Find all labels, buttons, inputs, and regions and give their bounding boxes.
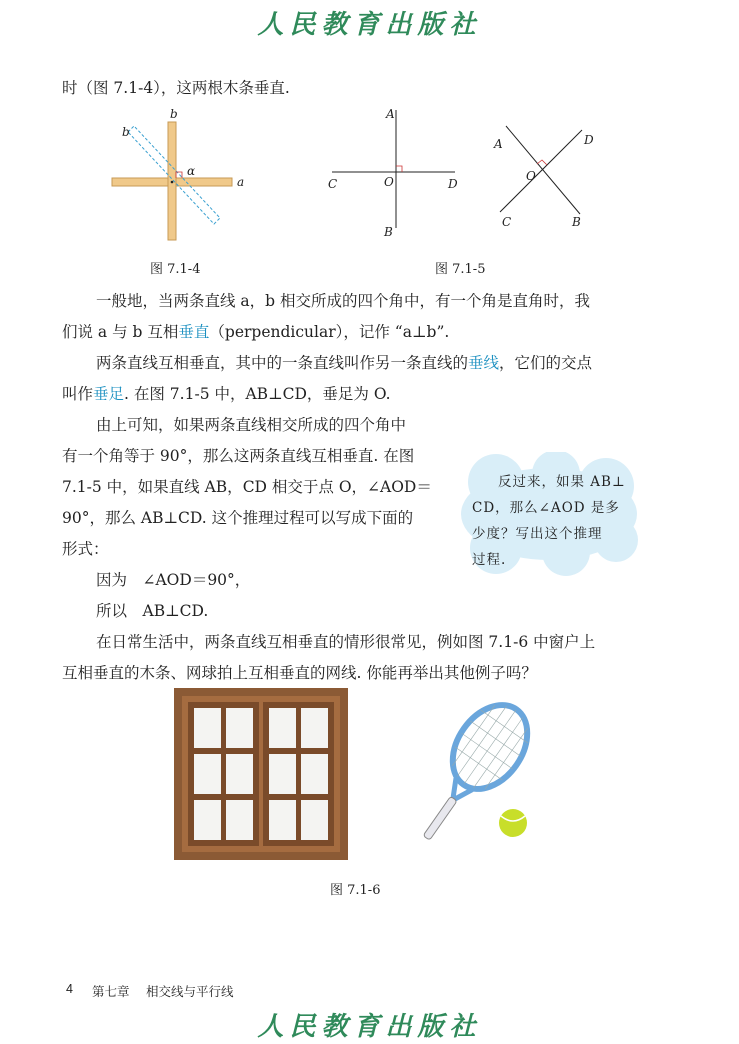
para4-line2: 互相垂直的木条、网球拍上互相垂直的网线. 你能再举出其他例子吗？ [62, 664, 537, 682]
svg-text:b: b [170, 107, 178, 121]
caption-7-1-6: 图 7.1-6 [330, 883, 381, 898]
caption-7-1-5: 图 7.1-5 [435, 262, 486, 277]
para3-line: 有一个角等于 90°，那么这两条直线互相垂直. 在图 [62, 447, 415, 465]
svg-text:b: b [122, 125, 130, 139]
text: 们说 a 与 b 互相 [62, 323, 179, 341]
para2-line2 [62, 384, 391, 404]
cloud-line: CD，那么∠AOD 是多 [472, 500, 620, 516]
cloud-line: 反过来，如果 AB⊥ [498, 474, 626, 490]
window-illustration [174, 688, 348, 860]
svg-text:B: B [572, 215, 581, 229]
text: （perpendicular），记作 “a⊥b”. [209, 323, 450, 341]
reasoning-therefore: 所以 AB⊥CD. [96, 602, 209, 620]
chapter-label: 第七章 [92, 984, 130, 999]
para2-line1 [96, 353, 592, 373]
svg-text:D: D [448, 177, 458, 191]
publisher-logo-top: 人民教育出版社 [257, 10, 482, 40]
svg-text:α: α [187, 164, 196, 178]
caption-7-1-4: 图 7.1-4 [150, 262, 201, 277]
term-foot-of-perpendicular: 垂足 [93, 385, 125, 403]
term-perpendicular: 垂直 [178, 323, 210, 341]
intro-line: 时（图 7.1-4），这两根木条垂直. [62, 79, 290, 97]
cloud-line: 过程. [472, 552, 507, 568]
text: 两条直线互相垂直，其中的一条直线叫作另一条直线的 [96, 354, 469, 372]
svg-text:A: A [494, 137, 503, 151]
term-perpendicular-line: 垂线 [468, 354, 500, 372]
para3-line: 7.1-5 中，如果直线 AB，CD 相交于点 O，∠AOD＝ [62, 478, 432, 496]
chapter-title: 相交线与平行线 [146, 984, 234, 999]
para3-line: 形式： [62, 540, 109, 558]
cloud-line: 少度？写出这个推理 [472, 526, 603, 542]
para3-line: 90°，那么 AB⊥CD. 这个推理过程可以写成下面的 [62, 509, 414, 527]
svg-text:a: a [237, 175, 245, 189]
publisher-logo-bottom: 人民教育出版社 [257, 1012, 482, 1042]
svg-text:C: C [328, 177, 338, 191]
svg-text:C: C [502, 215, 512, 229]
para4-line1: 在日常生活中，两条直线互相垂直的情形很常见，例如图 7.1-6 中窗户上 [96, 633, 596, 651]
figure-7-1-5 [320, 100, 640, 245]
figure-7-1-4 [100, 100, 260, 250]
para1-line2 [62, 322, 449, 342]
para3-line: 由上可知，如果两条直线相交所成的四个角中 [96, 416, 407, 434]
svg-text:B: B [384, 225, 393, 239]
svg-text:D: D [584, 133, 594, 147]
page-number: 4 [66, 982, 73, 996]
svg-text:O: O [526, 169, 536, 183]
reasoning-because: 因为 ∠AOD＝90°， [96, 571, 251, 589]
tennis-racket-illustration [405, 692, 545, 857]
svg-text:A: A [386, 107, 395, 121]
text: 叫作 [62, 385, 94, 403]
para1-line1: 一般地，当两条直线 a，b 相交所成的四个角中，有一个角是直角时，我 [96, 292, 591, 310]
text: . 在图 7.1-5 中，AB⊥CD，垂足为 O. [124, 385, 391, 403]
text: ，它们的交点 [499, 354, 593, 372]
svg-text:O: O [384, 175, 394, 189]
